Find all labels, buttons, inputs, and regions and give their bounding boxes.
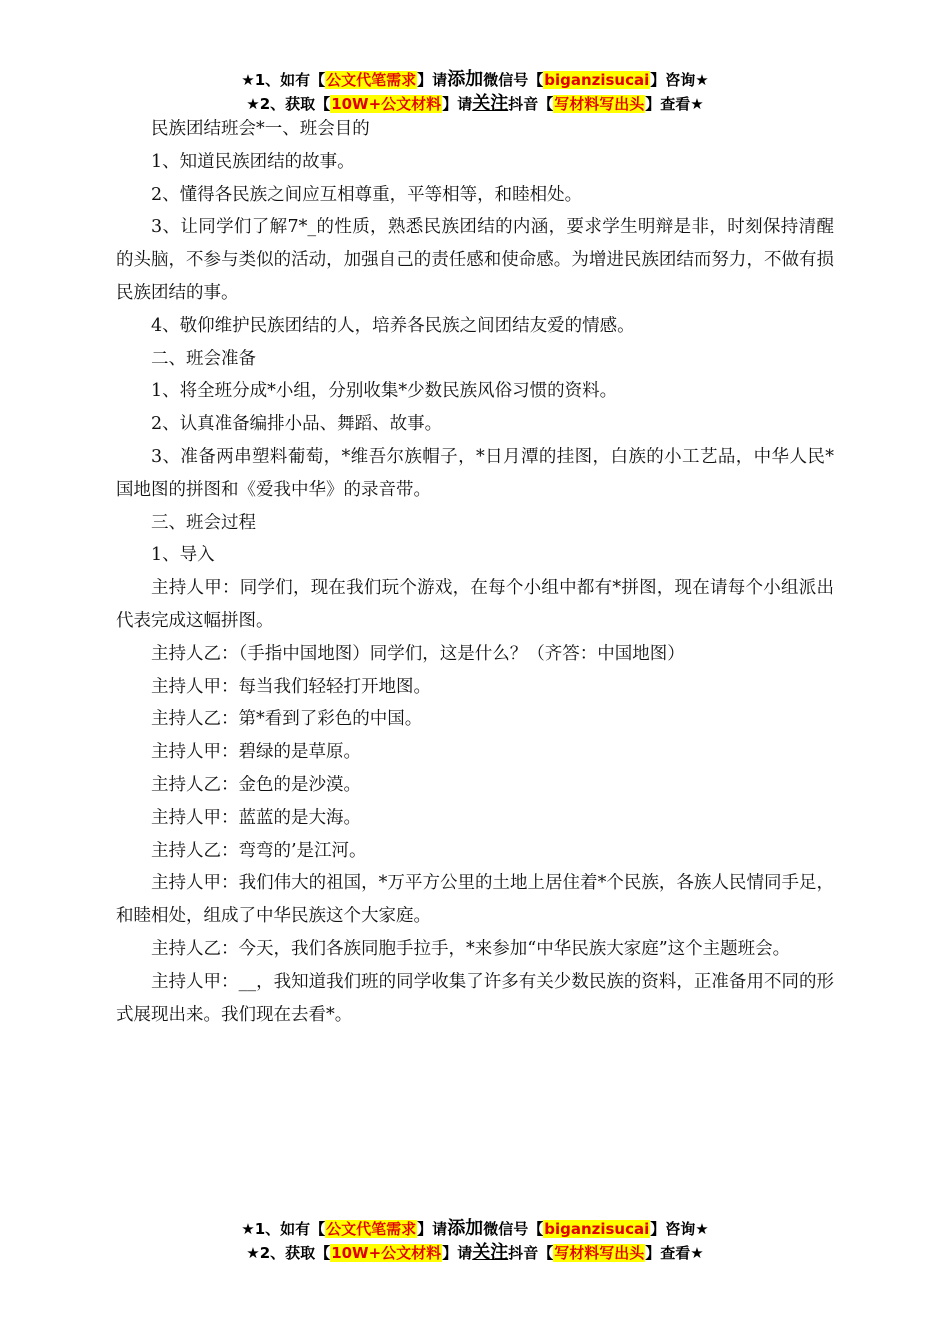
banner-emphasis: 关注 bbox=[472, 1242, 509, 1263]
doc-paragraph: 3、准备两串塑料葡萄，*维吾尔族帽子，*日月潭的挂图，白族的小工艺品，中华人民*国地图的拼图和《爱我中华》的录音带。 bbox=[116, 446, 834, 500]
doc-paragraph: 2、懂得各民族之间应互相尊重，平等相等，和睦相处。 bbox=[151, 184, 583, 205]
doc-paragraph: 1、导入 bbox=[151, 545, 215, 566]
banner-highlight: biganzisucai bbox=[544, 1220, 650, 1238]
banner-highlight: 公文代笔需求 bbox=[326, 1220, 417, 1238]
doc-paragraph: 主持人甲：__，我知道我们班的同学收集了许多有关少数民族的资料，正准备用不同的形式展现出来。我们现在去看*。 bbox=[116, 971, 834, 1025]
doc-paragraph: 二、班会准备 bbox=[151, 348, 256, 369]
banner-emphasis: 添加 bbox=[447, 1218, 484, 1239]
banner-text: 】请 bbox=[417, 1220, 448, 1238]
banner-emphasis: 添加 bbox=[447, 69, 484, 90]
banner-text: ★2、获取【 bbox=[246, 1244, 331, 1262]
banner-text: 】请 bbox=[417, 71, 448, 89]
banner-line-2 bbox=[0, 1241, 950, 1265]
banner-text: 】咨询★ bbox=[650, 71, 709, 89]
banner-text: ★2、获取【 bbox=[246, 95, 331, 113]
banner-text: 】咨询★ bbox=[650, 1220, 709, 1238]
banner-highlight: biganzisucai bbox=[544, 71, 650, 89]
doc-paragraph: 主持人甲：每当我们轻轻打开地图。 bbox=[151, 676, 431, 697]
doc-paragraph: 主持人甲：蓝蓝的是大海。 bbox=[151, 807, 361, 828]
banner-highlight: 10W+公文材料 bbox=[331, 1244, 442, 1262]
doc-paragraph: 主持人乙：今天，我们各族同胞手拉手，*来参加“中华民族大家庭”这个主题班会。 bbox=[151, 938, 791, 959]
banner-highlight: 10W+公文材料 bbox=[331, 95, 442, 113]
banner-text: 】请 bbox=[442, 95, 473, 113]
banner-text: 微信号【 bbox=[483, 71, 544, 89]
banner-emphasis: 关注 bbox=[472, 93, 509, 114]
doc-paragraph: 主持人甲：碧绿的是草原。 bbox=[151, 742, 361, 763]
doc-paragraph: 3、让同学们了解7*_的性质，熟悉民族团结的内涵，要求学生明辩是非，时刻保持清醒的头脑，不参与类似的活动，加强自己的责任感和使命感。为增进民族团结而努力，不做有损民族团结的事。 bbox=[116, 217, 834, 303]
doc-paragraph: 主持人乙：第*看到了彩色的中国。 bbox=[151, 709, 423, 730]
doc-paragraph: 2、认真准备编排小品、舞蹈、故事。 bbox=[151, 414, 443, 435]
banner-text: ★1、如有【 bbox=[241, 1220, 326, 1238]
banner-highlight: 写材料写出头 bbox=[554, 1244, 645, 1262]
doc-paragraph: 1、将全班分成*小组，分别收集*少数民族风俗习惯的资料。 bbox=[151, 381, 618, 402]
header-banner bbox=[0, 68, 950, 116]
banner-text: 】查看★ bbox=[645, 95, 704, 113]
doc-paragraph: 民族团结班会*一、班会目的 bbox=[151, 119, 370, 139]
doc-paragraph: 1、知道民族团结的故事。 bbox=[151, 151, 355, 172]
banner-line-1 bbox=[0, 1217, 950, 1241]
banner-text: 抖音【 bbox=[508, 95, 554, 113]
doc-paragraph: 4、敬仰维护民族团结的人，培养各民族之间团结友爱的情感。 bbox=[151, 315, 635, 336]
banner-text: ★1、如有【 bbox=[241, 71, 326, 89]
footer-banner bbox=[0, 1217, 950, 1265]
doc-paragraph: 主持人甲：我们伟大的祖国，*万平方公里的土地上居住着*个民族，各族人民情同手足，和睦相处，组成了中华民族这个大家庭。 bbox=[116, 873, 834, 927]
banner-line-1 bbox=[0, 68, 950, 92]
banner-text: 】请 bbox=[442, 1244, 473, 1262]
doc-paragraph: 主持人甲：同学们，现在我们玩个游戏，在每个小组中都有*拼图，现在请每个小组派出代表完成这幅拼图。 bbox=[116, 578, 834, 631]
banner-text: 】查看★ bbox=[645, 1244, 704, 1262]
doc-paragraph: 主持人乙：（手指中国地图）同学们，这是什么？（齐答：中国地图） bbox=[151, 643, 685, 664]
document-body bbox=[116, 113, 834, 1031]
banner-highlight: 公文代笔需求 bbox=[326, 71, 417, 89]
doc-paragraph: 主持人乙：弯弯的’是江河。 bbox=[151, 840, 367, 861]
doc-paragraph: 三、班会过程 bbox=[151, 512, 256, 533]
banner-highlight: 写材料写出头 bbox=[554, 95, 645, 113]
banner-text: 微信号【 bbox=[483, 1220, 544, 1238]
banner-text: 抖音【 bbox=[508, 1244, 554, 1262]
doc-paragraph: 主持人乙：金色的是沙漠。 bbox=[151, 774, 361, 795]
